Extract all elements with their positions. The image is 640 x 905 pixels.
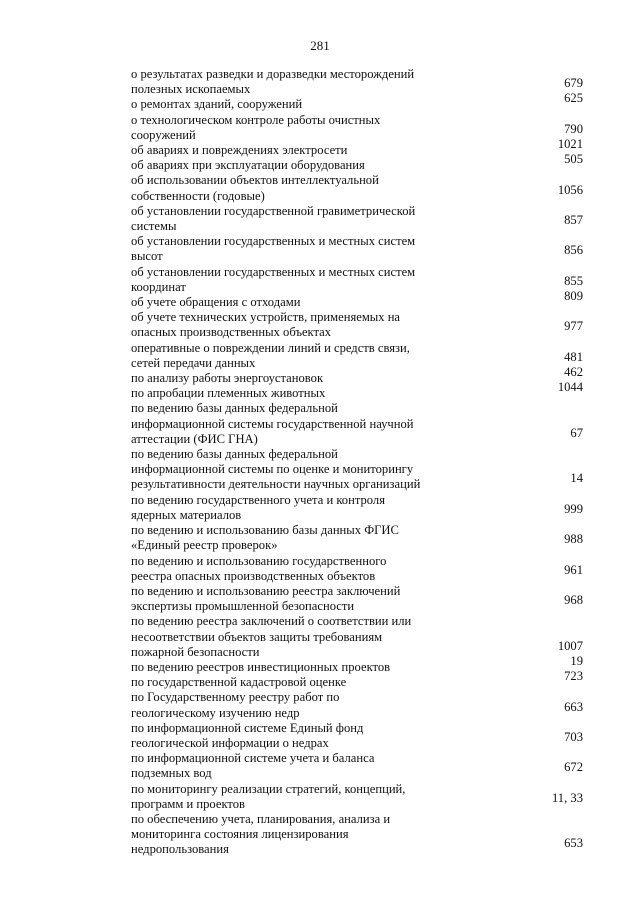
entry-text xyxy=(131,782,431,812)
entry-text-line: аттестации (ФИС ГНА) xyxy=(131,431,258,446)
page-number: 281 xyxy=(310,38,330,53)
entry-text xyxy=(131,143,431,158)
entry-text-line: по ведению базы данных федеральной xyxy=(131,447,338,462)
entry-page-number: 14 xyxy=(570,471,583,486)
entry-text-line: по ведению реестра заключений о соответствии или xyxy=(131,614,412,629)
entry-text xyxy=(131,554,431,584)
entry-text-line: собственности (годовые) xyxy=(131,188,265,203)
entry-text-line: программ и проектов xyxy=(131,796,245,811)
entry-page-number: 968 xyxy=(564,593,583,608)
entry-text-line: недропользования xyxy=(131,842,229,857)
index-entry xyxy=(131,493,583,523)
entry-text-line: ядерных материалов xyxy=(131,507,242,522)
entry-text xyxy=(131,675,431,690)
entry-text-line: подземных вод xyxy=(131,766,212,781)
entry-text-line: сетей передачи данных xyxy=(131,355,256,370)
entry-text-line: экспертизы промышленной безопасности xyxy=(131,599,355,614)
entry-text xyxy=(131,751,431,781)
entry-text-line: сооружений xyxy=(131,127,196,142)
entry-text-line: по мониторингу реализации стратегий, концепций, xyxy=(131,781,406,796)
index-entry xyxy=(131,669,583,690)
entry-page-number: 857 xyxy=(564,213,583,228)
entry-text-line: о технологическом контроле работы очистных xyxy=(131,112,381,127)
entry-text-line: геологической информации о недрах xyxy=(131,735,329,750)
entry-text xyxy=(131,341,431,371)
index-entry xyxy=(131,721,583,751)
entry-page-number: 855 xyxy=(564,273,583,288)
index-entry xyxy=(131,310,583,340)
entry-text-line: об установлении государственной гравиметрической xyxy=(131,203,416,218)
entry-page-number: 462 xyxy=(564,365,583,380)
entry-text-line: о результатах разведки и доразведки месторождений xyxy=(131,67,415,81)
entry-page-number: 723 xyxy=(564,669,583,684)
entry-text xyxy=(131,265,431,295)
index-entry xyxy=(131,690,583,720)
entry-page-number: 1007 xyxy=(557,638,583,653)
entry-text xyxy=(131,493,431,523)
entry-page-number: 790 xyxy=(564,121,583,136)
index-entries xyxy=(131,67,583,858)
entry-text xyxy=(131,310,431,340)
entry-text xyxy=(131,67,431,97)
entry-text-line: по ведению государственного учета и контроля xyxy=(131,492,386,507)
entry-page-number: 977 xyxy=(564,319,583,334)
entry-text-line: результативности деятельности научных организаций xyxy=(131,477,421,492)
entry-text-line: геологическому изучению недр xyxy=(131,705,300,720)
entry-page-number: 1056 xyxy=(557,182,583,197)
entry-text xyxy=(131,113,431,143)
entry-text-line: полезных ископаемых xyxy=(131,82,251,97)
entry-text-line: по государственной кадастровой оценке xyxy=(131,675,347,690)
entry-text xyxy=(131,812,431,858)
index-entry xyxy=(131,751,583,781)
index-entry xyxy=(131,401,583,447)
index-entry xyxy=(131,554,583,584)
index-entry xyxy=(131,447,583,493)
entry-text-line: по информационной системе учета и баланса xyxy=(131,751,375,766)
entry-page-number: 481 xyxy=(564,349,583,364)
entry-page-number: 11, 33 xyxy=(551,790,583,805)
entry-page-number: 679 xyxy=(564,76,583,91)
entry-page-number: 67 xyxy=(570,425,583,440)
index-entry xyxy=(131,812,583,858)
entry-page-number: 19 xyxy=(570,653,583,668)
entry-text xyxy=(131,584,431,614)
entry-text-line: по апробации племенных животных xyxy=(131,386,326,401)
entry-text-line: координат xyxy=(131,279,186,294)
entry-text xyxy=(131,97,431,112)
entry-text xyxy=(131,660,431,675)
entry-text-line: по обеспечению учета, планирования, анализа и xyxy=(131,811,391,826)
entry-text xyxy=(131,295,431,310)
entry-page-number: 703 xyxy=(564,729,583,744)
entry-page-number: 505 xyxy=(564,152,583,167)
entry-text-line: по ведению реестров инвестиционных проектов xyxy=(131,659,391,674)
entry-text-line: системы xyxy=(131,219,177,234)
entry-page-number: 1021 xyxy=(557,137,583,152)
entry-text xyxy=(131,371,431,386)
entry-text-line: по анализу работы энергоустановок xyxy=(131,371,324,386)
entry-text-line: по ведению базы данных федеральной xyxy=(131,401,338,416)
entry-page-number: 809 xyxy=(564,289,583,304)
index-entry xyxy=(131,523,583,553)
index-entry xyxy=(131,152,583,173)
entry-page-number: 999 xyxy=(564,501,583,516)
entry-text-line: об авариях при эксплуатации оборудования xyxy=(131,158,365,173)
entry-page-number: 672 xyxy=(564,760,583,775)
entry-page-number: 988 xyxy=(564,532,583,547)
index-entry xyxy=(131,380,583,401)
entry-page-number: 653 xyxy=(564,836,583,851)
index-entry xyxy=(131,91,583,112)
entry-text-line: высот xyxy=(131,249,163,264)
entry-text-line: об использовании объектов интеллектуальной xyxy=(131,173,379,188)
entry-page-number: 1044 xyxy=(557,380,583,395)
entry-text xyxy=(131,447,431,493)
index-entry xyxy=(131,584,583,614)
entry-text-line: по ведению и использованию реестра заключений xyxy=(131,583,401,598)
entry-text-line: информационной системы по оценке и мониторингу xyxy=(131,462,414,477)
entry-text xyxy=(131,523,431,553)
entry-text xyxy=(131,386,431,401)
entry-text-line: несоответствии объектов защиты требованиям xyxy=(131,629,383,644)
entry-text-line: об авариях и повреждениях электросети xyxy=(131,143,348,158)
entry-page-number: 625 xyxy=(564,91,583,106)
entry-text-line: об установлении государственных и местных систем xyxy=(131,234,416,249)
entry-text-line: реестра опасных производственных объектов xyxy=(131,568,376,583)
entry-text-line: об учете технических устройств, применяемых на xyxy=(131,310,401,325)
index-entry xyxy=(131,289,583,310)
entry-text-line: по ведению и использованию государственного xyxy=(131,553,387,568)
entry-text-line: о ремонтах зданий, сооружений xyxy=(131,97,303,112)
entry-text xyxy=(131,690,431,720)
entry-text xyxy=(131,721,431,751)
entry-text-line: об учете обращения с отходами xyxy=(131,295,301,310)
entry-text-line: по Государственному реестру работ по xyxy=(131,690,340,705)
entry-page-number: 961 xyxy=(564,562,583,577)
entry-text-line: информационной системы государственной научной xyxy=(131,416,414,431)
entry-text-line: опасных производственных объектах xyxy=(131,325,332,340)
entry-text-line: пожарной безопасности xyxy=(131,644,260,659)
entry-text-line: об установлении государственных и местных систем xyxy=(131,264,416,279)
entry-text-line: мониторинга состояния лицензирования xyxy=(131,827,349,842)
index-entry xyxy=(131,782,583,812)
entry-text xyxy=(131,234,431,264)
index-entry xyxy=(131,204,583,234)
index-entry xyxy=(131,173,583,203)
entry-page-number: 663 xyxy=(564,699,583,714)
entry-text xyxy=(131,204,431,234)
entry-text xyxy=(131,173,431,203)
entry-text xyxy=(131,158,431,173)
entry-text xyxy=(131,614,431,660)
entry-page-number: 856 xyxy=(564,243,583,258)
entry-text xyxy=(131,401,431,447)
entry-text-line: по информационной системе Единый фонд xyxy=(131,720,364,735)
entry-text-line: по ведению и использованию базы данных ФГИС xyxy=(131,523,399,538)
index-entry xyxy=(131,234,583,264)
entry-text-line: оперативные о повреждении линий и средств связи, xyxy=(131,340,410,355)
entry-text-line: «Единый реестр проверок» xyxy=(131,538,278,553)
